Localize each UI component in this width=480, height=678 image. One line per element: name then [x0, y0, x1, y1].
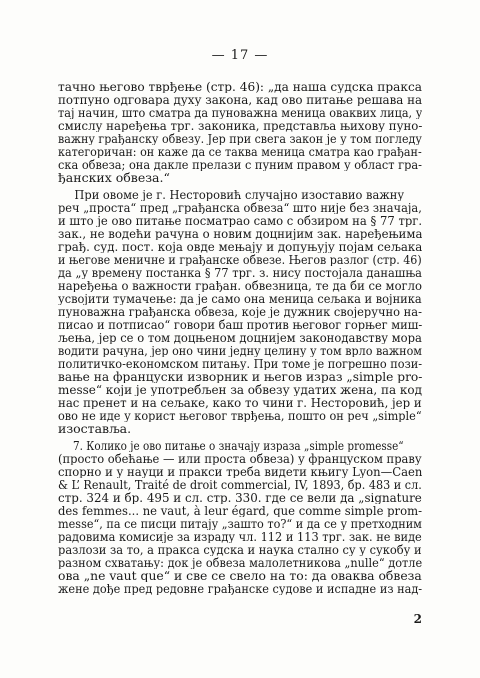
text-line: тачно његово тврђење (стр. 46): „да наша судска пракса	[58, 80, 422, 93]
text-line: разном схватању: док је обвеза малолетникова „nulle“ дотле	[58, 556, 423, 569]
text-line: политичко-економском питању. При томе је погрешно пози-	[58, 357, 422, 370]
text-line: & L’ Renault, Traité de droit commercial, IV, 1893, бр. 483 и сл.	[58, 478, 422, 491]
text-line: реч „проста“ пред „грађанска обвеза“ што није без значаја,	[58, 201, 422, 214]
text-line: изоставља.	[58, 422, 132, 435]
text-line: категоричан: он каже да се таква меница сматра као грађан-	[58, 145, 422, 158]
text-line: грађ. суд. пост. која овде мењају и допуњују појам сељака	[58, 240, 423, 253]
text-line: пуноважна грађанска обвеза, које је дужник својеручно на-	[58, 305, 422, 318]
text-line: messe“, па се писци питају „зашто то?“ и да се у претходним	[58, 517, 422, 530]
text-line: разлози за то, а пракса судска и наука стално су у сукобу и	[58, 543, 422, 556]
printer-signature-mark: 2	[413, 612, 422, 626]
text-line: смислу наређења трг. законика, представља њихову пуно-	[58, 119, 422, 132]
text-line: des femmes... ne vaut, à leur égard, que comme simple prom-	[58, 504, 423, 517]
text-line: жене дође пред редовне грађанске судове и испадне из над-	[58, 582, 422, 595]
text-line: усвојити тумачење: да је само она меница сељака и војника	[58, 292, 422, 305]
text-line: и његове меничне и грађанске обвезе. Његов разлог (стр. 46)	[58, 253, 422, 266]
text-line: ово не иде у корист његовог тврђења, пошто он реч „simple“	[58, 409, 422, 422]
text-line: спорно и у науци и пракси треба видети књигу Lyon—Caen	[58, 465, 423, 478]
text-line: ска обвеза; она дакле прелази с пуним правом у област гра-	[58, 158, 422, 171]
text-line: ђанских обвеза.“	[58, 171, 170, 184]
text-line: потпуно одговара духу закона, кад ово питање решава на	[58, 93, 423, 106]
text-line: нас пренет и на сељаке, како то чини г. Несторовић, јер и	[58, 396, 422, 409]
text-line: ова „ne vaut que“ и све се свело на то: да оваква обвеза	[58, 569, 422, 582]
text-line: тај начин, што сматра да пуноважна меница оваквих лица, у	[58, 106, 423, 119]
page-number: — 17 —	[211, 48, 269, 63]
text-line: При овоме је г. Несторовић случајно изоставио важну	[74, 188, 404, 201]
text-line: водити рачуна, јер оно чини једну целину у том врло важном	[58, 344, 422, 357]
body-text	[58, 80, 422, 595]
text-line: да „у времену постанка § 77 трг. з. нису постојала данашња	[58, 266, 422, 279]
text-line: messe“ који је употребљен за обвезу удатих жена, па код	[58, 383, 422, 396]
text-line: писао и потписао“ говори баш против његовог горњег миш-	[58, 318, 423, 331]
text-line: важну грађанску обвезу. Јер при свега закон је у том погледу	[58, 132, 422, 145]
text-line: стр. 324 и бр. 495 и сл. стр. 330. где се вели да „signature	[58, 491, 422, 504]
text-line: вање на француски изворник и његов израз „simple pro-	[58, 370, 423, 383]
text-line: радовима комисије за израду чл. 112 и 113 трг. зак. не виде	[58, 530, 422, 543]
text-line: љења, јер се о том доцњеном доцнијем законодавству мора	[58, 331, 422, 344]
text-line: (просто обећање — или проста обвеза) у француском праву	[58, 452, 422, 465]
text-line: наређења о важности грађан. обвезница, те да би се могло	[58, 279, 422, 292]
text-line: и што је ово питање посматрао само с обзиром на § 77 трг.	[58, 214, 423, 227]
text-line: зак., не водећи рачуна о новим доцнијим зак. наређењима	[58, 227, 422, 240]
text-line: 7. Колико је ово питање о значају израза „simple promesse“	[73, 439, 404, 452]
